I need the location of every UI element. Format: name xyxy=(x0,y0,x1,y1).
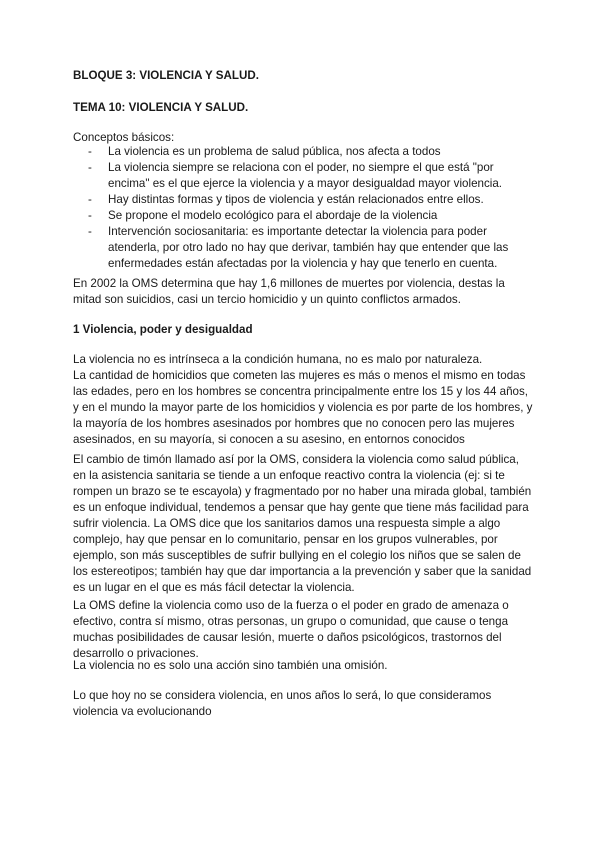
topic-title: TEMA 10: VIOLENCIA Y SALUD. xyxy=(73,101,249,114)
list-item: - Se propone el modelo ecológico para el abordaje de la violencia xyxy=(88,209,438,222)
section-1-paragraph-1: La violencia no es intrínseca a la condición humana, no es malo por naturaleza. xyxy=(73,353,483,366)
section-1-paragraph-4: La OMS define la violencia como uso de la fuerza o el poder en grado de amenaza o efectivo, contra sí mismo, otras personas, un grupo o comunidad, que cause o tenga muchas posibilidades de causar lesión, muerte o daños psicológicos, trastornos del desarrollo o privaciones. xyxy=(73,599,509,660)
section-1-paragraph-5: La violencia no es solo una acción sino también una omisión. xyxy=(73,659,388,672)
section-1-paragraph-2: La cantidad de homicidios que cometen las mujeres es más o menos el mismo en todas las edades, pero en los hombres se concentra principalmente entre los 15 y los 44 años, y en el mundo la mayor parte de los homicidios y violencia es por parte de los hombres, y la mayoría de los hombres asesinados por hombres que no conocen pero las mujeres asesinados, en su mayoría, si conocen a su asesino, en entornos conocidos xyxy=(73,369,533,446)
section-1-paragraph-3: El cambio de timón llamado así por la OMS, considera la violencia como salud pública, en la asistencia sanitaria se tiende a un enfoque reactivo contra la violencia (ej: si te rompen un brazo se te escayola) y fragmentado por no haber una mirada global, también es un enfoque individual, tendemos a pensar que hay gente que tiene más facilidad para sufrir violencia. La OMS dice que los sanitarios damos una respuesta simple a algo complejo, hay que pensar en lo comunitario, pensar en los grupos vulnerables, por ejemplo, son más susceptibles de sufrir bullying en el colegio los niños que se salen de los estereotipos; también hay que dar importancia a la prevención y saber que la sanidad es un lugar en el que es más fácil detectar la violencia. xyxy=(73,453,532,594)
basics-heading: Conceptos básicos: xyxy=(73,131,175,144)
oms-2002-paragraph: En 2002 la OMS determina que hay 1,6 millones de muertes por violencia, destas la mitad son suicidios, casi un tercio homicidio y un quinto conflictos armados. xyxy=(73,277,505,306)
block-title: BLOQUE 3: VIOLENCIA Y SALUD. xyxy=(73,69,259,82)
list-item: - Hay distintas formas y tipos de violencia y están relacionados entre ellos. xyxy=(88,193,484,206)
list-item: - Intervención sociosanitaria: es importante detectar la violencia para poder atenderla, por otro lado no hay que derivar, también hay que entender que las enfermedades están afectadas por la violencia y hay que tenerlo en cuenta. xyxy=(88,225,509,270)
basics-list xyxy=(88,144,528,272)
section-1-title: 1 Violencia, poder y desigualdad xyxy=(73,323,253,336)
list-item: - La violencia siempre se relaciona con el poder, no siempre el que está "por encima" es el que ejerce la violencia y a mayor desigualdad mayor violencia. xyxy=(88,161,503,190)
section-1-paragraph-6: Lo que hoy no se considera violencia, en unos años lo será, lo que consideramos violencia va evolucionando xyxy=(73,689,492,718)
list-item: - La violencia es un problema de salud pública, nos afecta a todos xyxy=(88,145,441,158)
